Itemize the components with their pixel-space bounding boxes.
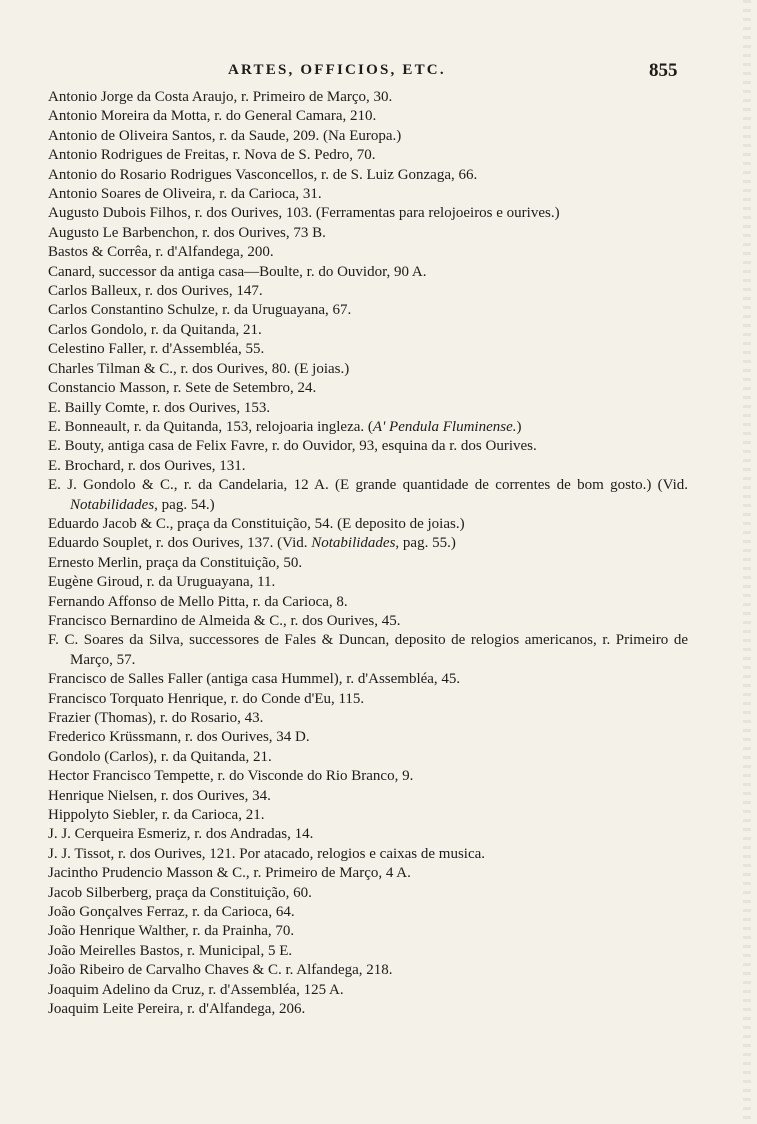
directory-entry bbox=[48, 709, 688, 728]
entry-text: Bastos & Corrêa, r. d'Alfandega, 200. bbox=[48, 244, 274, 261]
directory-entry bbox=[48, 321, 688, 340]
entry-text: Fernando Affonso de Mello Pitta, r. da Carioca, 8. bbox=[48, 593, 348, 610]
page-edge bbox=[743, 0, 751, 1124]
entry-text: Carlos Gondolo, r. da Quitanda, 21. bbox=[48, 321, 262, 338]
directory-entry bbox=[48, 864, 688, 883]
directory-entry bbox=[48, 670, 688, 689]
directory-listing bbox=[48, 88, 688, 1020]
entry-text: Antonio Jorge da Costa Araujo, r. Primeiro de Março, 30. bbox=[48, 89, 393, 105]
entry-text: Antonio Moreira da Motta, r. do General Camara, 210. bbox=[48, 108, 377, 125]
entry-text: Frederico Krüssmann, r. dos Ourives, 34 D. bbox=[48, 729, 310, 746]
page-header bbox=[0, 60, 757, 86]
directory-entry bbox=[48, 282, 688, 301]
entry-text: Hippolyto Siebler, r. da Carioca, 21. bbox=[48, 807, 265, 824]
entry-text: Eduardo Jacob & C., praça da Constituição, 54. (E deposito de joias.) bbox=[48, 515, 465, 532]
directory-entry bbox=[48, 146, 688, 165]
directory-entry bbox=[48, 243, 688, 262]
directory-entry bbox=[48, 806, 688, 825]
entry-text: Constancio Masson, r. Sete de Setembro, 24. bbox=[48, 380, 317, 397]
directory-entry bbox=[48, 127, 688, 146]
directory-entry bbox=[48, 825, 688, 844]
directory-entry bbox=[48, 224, 688, 243]
entry-text: J. J. Cerqueira Esmeriz, r. dos Andradas, 14. bbox=[48, 826, 314, 843]
entry-text: Antonio Soares de Oliveira, r. da Carioca, 31. bbox=[48, 186, 322, 203]
directory-entry bbox=[48, 107, 688, 126]
directory-entry bbox=[48, 399, 688, 418]
entry-text: Jacintho Prudencio Masson & C., r. Primeiro de Março, 4 A. bbox=[48, 865, 411, 882]
directory-entry bbox=[48, 204, 688, 223]
entry-text: Francisco Torquato Henrique, r. do Conde d'Eu, 115. bbox=[48, 690, 365, 707]
entry-text-tail: , pag. 54.) bbox=[154, 496, 215, 513]
directory-entry bbox=[48, 301, 688, 320]
entry-text: E. Bouty, antiga casa de Felix Favre, r. do Ouvidor, 93, esquina da r. dos Ourives. bbox=[48, 438, 537, 455]
entry-text-tail: ) bbox=[516, 418, 522, 435]
directory-entry bbox=[48, 554, 688, 573]
directory-entry bbox=[48, 534, 688, 553]
entry-text: Antonio de Oliveira Santos, r. da Saude, 209. (Na Europa.) bbox=[48, 127, 402, 144]
entry-text: Francisco de Salles Faller (antiga casa Hummel), r. d'Assembléa, 45. bbox=[48, 671, 461, 688]
entry-text: J. J. Tissot, r. dos Ourives, 121. Por atacado, relogios e caixas de musica. bbox=[48, 845, 486, 862]
page-number: 855 bbox=[649, 60, 678, 81]
directory-entry bbox=[48, 340, 688, 359]
directory-entry bbox=[48, 787, 688, 806]
entry-text: E. Brochard, r. dos Ourives, 131. bbox=[48, 457, 246, 474]
entry-text: Hector Francisco Tempette, r. do Visconde do Rio Branco, 9. bbox=[48, 768, 414, 785]
entry-text: Francisco Bernardino de Almeida & C., r. dos Ourives, 45. bbox=[48, 612, 401, 629]
entry-text: Frazier (Thomas), r. do Rosario, 43. bbox=[48, 710, 264, 726]
directory-entry bbox=[48, 593, 688, 612]
directory-entry bbox=[48, 690, 688, 709]
entry-text: F. C. Soares da Silva, successores de Fales & Duncan, deposito de relogios americanos, r. Primeiro de Março, 57. bbox=[48, 632, 688, 668]
entry-text: E. Bonneault, r. da Quitanda, 153, relojoaria ingleza. ( bbox=[48, 418, 373, 435]
entry-italic-reference: Notabilidades bbox=[311, 535, 396, 552]
directory-entry bbox=[48, 1000, 688, 1019]
directory-entry bbox=[48, 961, 688, 980]
entry-text: Augusto Le Barbenchon, r. dos Ourives, 73 B. bbox=[48, 224, 326, 241]
entry-text: Carlos Balleux, r. dos Ourives, 147. bbox=[48, 283, 263, 300]
entry-text: Antonio do Rosario Rodrigues Vasconcellos, r. de S. Luiz Gonzaga, 66. bbox=[48, 166, 478, 183]
directory-entry bbox=[48, 166, 688, 185]
entry-text: João Gonçalves Ferraz, r. da Carioca, 64. bbox=[48, 904, 295, 921]
running-title: ARTES, OFFICIOS, ETC. bbox=[228, 62, 446, 78]
entry-text: Joaquim Leite Pereira, r. d'Alfandega, 206. bbox=[48, 1001, 306, 1018]
directory-entry bbox=[48, 767, 688, 786]
entry-text: João Henrique Walther, r. da Prainha, 70. bbox=[48, 923, 295, 940]
directory-entry bbox=[48, 631, 688, 670]
directory-entry bbox=[48, 360, 688, 379]
directory-entry bbox=[48, 457, 688, 476]
directory-entry bbox=[48, 437, 688, 456]
entry-text: Henrique Nielsen, r. dos Ourives, 34. bbox=[48, 787, 271, 804]
entry-text: João Meirelles Bastos, r. Municipal, 5 E. bbox=[48, 942, 293, 959]
directory-entry bbox=[48, 748, 688, 767]
entry-text: Antonio Rodrigues de Freitas, r. Nova de S. Pedro, 70. bbox=[48, 147, 376, 164]
entry-text: E. Bailly Comte, r. dos Ourives, 153. bbox=[48, 399, 271, 416]
entry-text: Gondolo (Carlos), r. da Quitanda, 21. bbox=[48, 748, 272, 765]
directory-entry bbox=[48, 263, 688, 282]
entry-italic-reference: A' Pendula Fluminense. bbox=[372, 418, 517, 435]
directory-entry bbox=[48, 903, 688, 922]
entry-text: Joaquim Adelino da Cruz, r. d'Assembléa, 125 A. bbox=[48, 981, 344, 998]
directory-entry bbox=[48, 612, 688, 631]
directory-entry bbox=[48, 379, 688, 398]
directory-entry bbox=[48, 573, 688, 592]
entry-text: Augusto Dubois Filhos, r. dos Ourives, 103. (Ferramentas para relojoeiros e ourives.) bbox=[48, 205, 560, 222]
directory-entry bbox=[48, 418, 688, 437]
directory-entry bbox=[48, 185, 688, 204]
directory-entry bbox=[48, 942, 688, 961]
entry-text: E. J. Gondolo & C., r. da Candelaria, 12 A. (E grande quantidade de correntes de bom gosto.) (Vid. bbox=[48, 477, 688, 494]
directory-entry bbox=[48, 981, 688, 1000]
directory-entry bbox=[48, 845, 688, 864]
directory-entry bbox=[48, 476, 688, 515]
entry-text: Carlos Constantino Schulze, r. da Uruguayana, 67. bbox=[48, 302, 352, 319]
entry-text: Ernesto Merlin, praça da Constituição, 50. bbox=[48, 554, 303, 571]
entry-text: Canard, successor da antiga casa—Boulte, r. do Ouvidor, 90 A. bbox=[48, 263, 427, 280]
directory-entry bbox=[48, 884, 688, 903]
entry-italic-reference: Notabilidades bbox=[70, 496, 155, 513]
directory-entry bbox=[48, 88, 688, 107]
entry-text: João Ribeiro de Carvalho Chaves & C. r. Alfandega, 218. bbox=[48, 962, 393, 979]
entry-text: Eduardo Souplet, r. dos Ourives, 137. (Vid. bbox=[48, 535, 312, 552]
entry-text: Celestino Faller, r. d'Assembléa, 55. bbox=[48, 341, 265, 358]
directory-entry bbox=[48, 515, 688, 534]
directory-entry bbox=[48, 728, 688, 747]
entry-text: Jacob Silberberg, praça da Constituição, 60. bbox=[48, 884, 312, 901]
directory-entry bbox=[48, 922, 688, 941]
entry-text-tail: , pag. 55.) bbox=[395, 535, 456, 552]
entry-text: Charles Tilman & C., r. dos Ourives, 80. (E joias.) bbox=[48, 360, 350, 377]
entry-text: Eugène Giroud, r. da Uruguayana, 11. bbox=[48, 574, 276, 591]
